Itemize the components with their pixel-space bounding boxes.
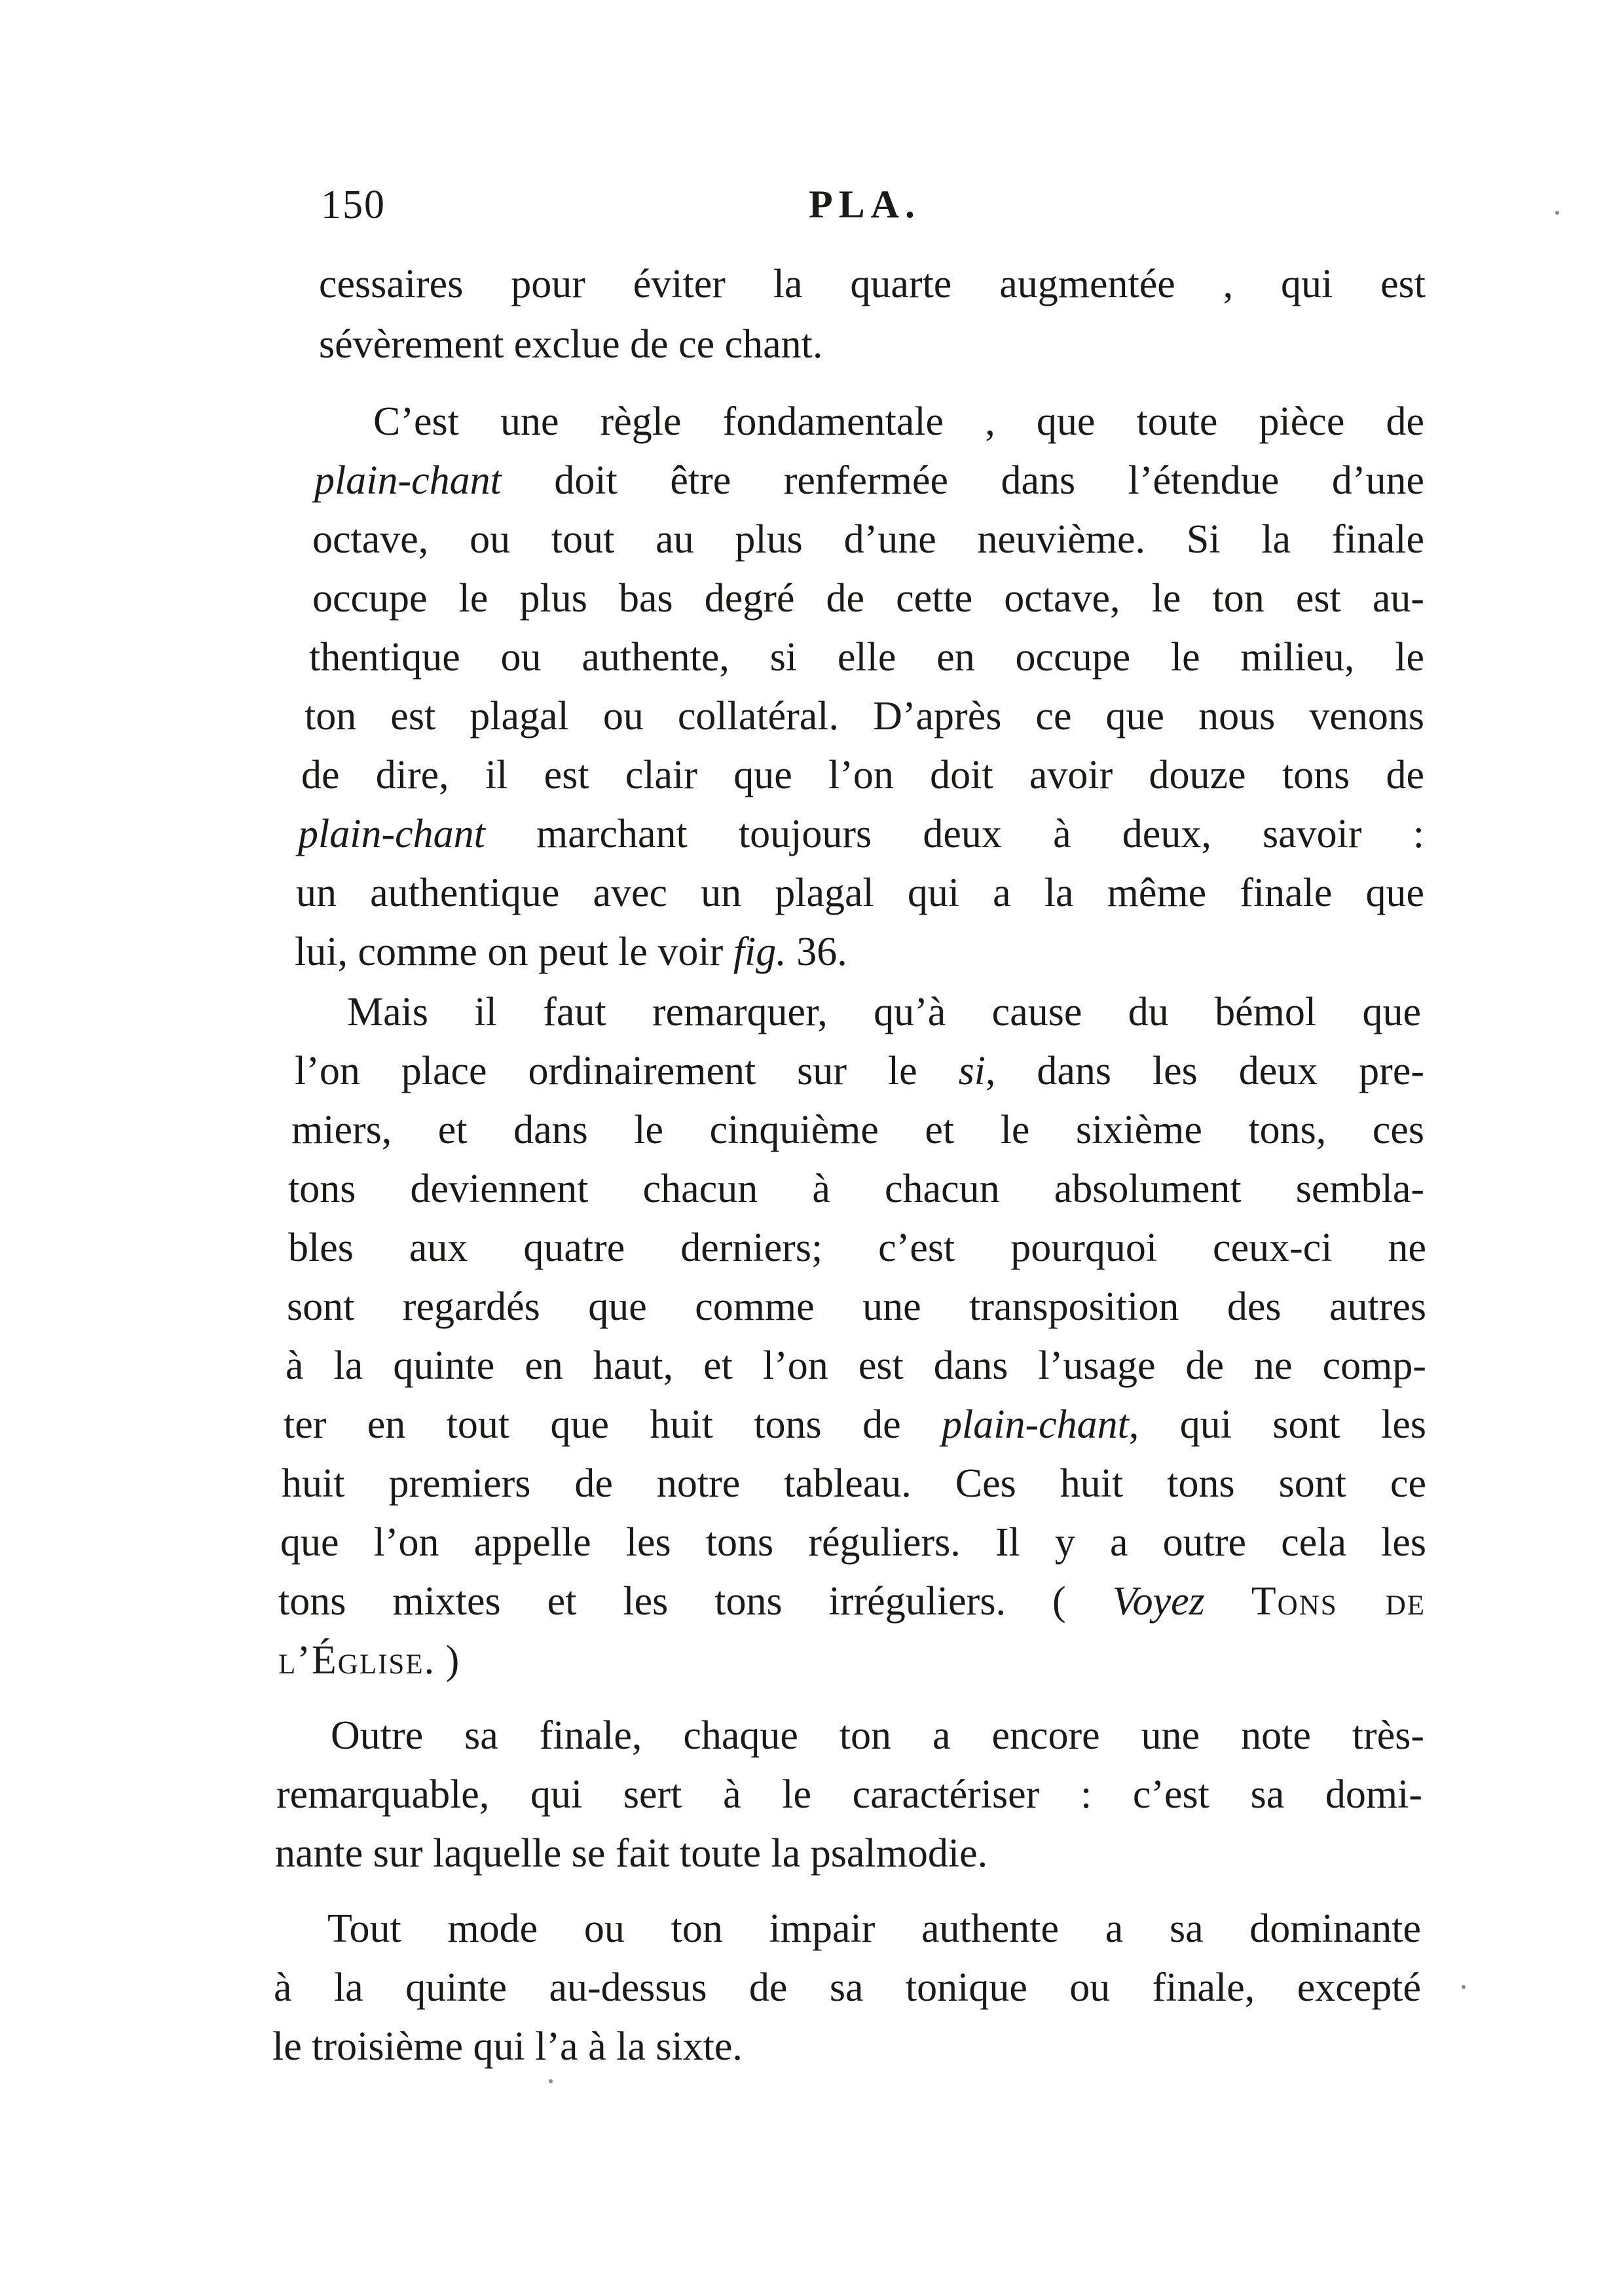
page-header	[321, 182, 1434, 241]
running-head: PLA.	[809, 183, 921, 226]
text-line: miers, et dans le cinquième et le sixième tons, ces	[291, 1108, 1424, 1152]
print-speck	[1462, 1985, 1466, 1989]
text-line: l’Église. )	[278, 1638, 460, 1683]
text-line: ton est plagal ou collatéral. D’après ce que nous venons	[304, 694, 1424, 738]
text-line: C’est une règle fondamentale , que toute pièce de	[373, 399, 1424, 444]
text-line: de dire, il est clair que l’on doit avoir douze tons de	[301, 753, 1424, 797]
italic-term: fig.	[733, 930, 786, 974]
text-line: un authentique avec un plagal qui a la même finale que	[296, 871, 1424, 915]
text-line: remarquable, qui sert à le caractériser : c’est sa domi-	[276, 1772, 1422, 1817]
text-line: plain-chant doit être renfermée dans l’étendue d’une	[314, 458, 1424, 503]
small-caps-reference: l’Église.	[278, 1638, 436, 1683]
print-speck	[549, 2079, 553, 2083]
text-line: à la quinte en haut, et l’on est dans l’usage de ne comp-	[286, 1343, 1426, 1388]
text-line: à la quinte au-dessus de sa tonique ou finale, excepté	[274, 1965, 1421, 2010]
text-line: tons mixtes et les tons irréguliers. ( Voyez Tons de	[278, 1579, 1426, 1624]
text-line: que l’on appelle les tons réguliers. Il y a outre cela les	[280, 1520, 1426, 1565]
text-line: nante sur laquelle se fait toute la psalmodie.	[275, 1831, 988, 1876]
text-line: cessaires pour éviter la quarte augmentée , qui est	[319, 262, 1426, 306]
text-line: Tout mode ou ton impair authente a sa dominante	[327, 1906, 1421, 1951]
text-line: sont regardés que comme une transposition des autres	[287, 1285, 1426, 1329]
italic-term: plain-chant	[314, 458, 502, 503]
text-line: l’on place ordinairement sur le si, dans les deux pre-	[295, 1049, 1424, 1093]
text-line: lui, comme on peut le voir fig. 36.	[295, 930, 847, 974]
text-line: occupe le plus bas degré de cette octave, le ton est au-	[312, 576, 1424, 621]
text-line: Mais il faut remarquer, qu’à cause du bémol que	[347, 990, 1421, 1034]
text-line: Outre sa finale, chaque ton a encore une note très-	[331, 1713, 1424, 1758]
text-line: sévèrement exclue de ce chant.	[319, 322, 823, 367]
text-line: bles aux quatre derniers; c’est pourquoi ceux-ci ne	[288, 1226, 1426, 1270]
text-line: huit premiers de notre tableau. Ces huit tons sont ce	[282, 1461, 1426, 1506]
text-line: thentique ou authente, si elle en occupe le milieu, le	[309, 635, 1424, 680]
page-number: 150	[321, 183, 386, 227]
italic-term: plain-chant	[942, 1402, 1129, 1447]
text-line: octave, ou tout au plus d’une neuvième. Si la finale	[312, 517, 1424, 562]
small-caps-reference: Tons de	[1251, 1579, 1426, 1624]
text-line: tons deviennent chacun à chacun absolument sembla-	[288, 1167, 1424, 1211]
text-line: le troisième qui l’a à la sixte.	[272, 2024, 743, 2069]
italic-term: Voyez	[1112, 1579, 1205, 1624]
text-line: ter en tout que huit tons de plain-chant, qui sont les	[284, 1402, 1427, 1447]
italic-term: plain-chant	[298, 812, 485, 856]
print-speck	[1555, 211, 1559, 215]
italic-term: si	[958, 1049, 986, 1093]
text-line: plain-chant marchant toujours deux à deux, savoir :	[298, 812, 1424, 856]
